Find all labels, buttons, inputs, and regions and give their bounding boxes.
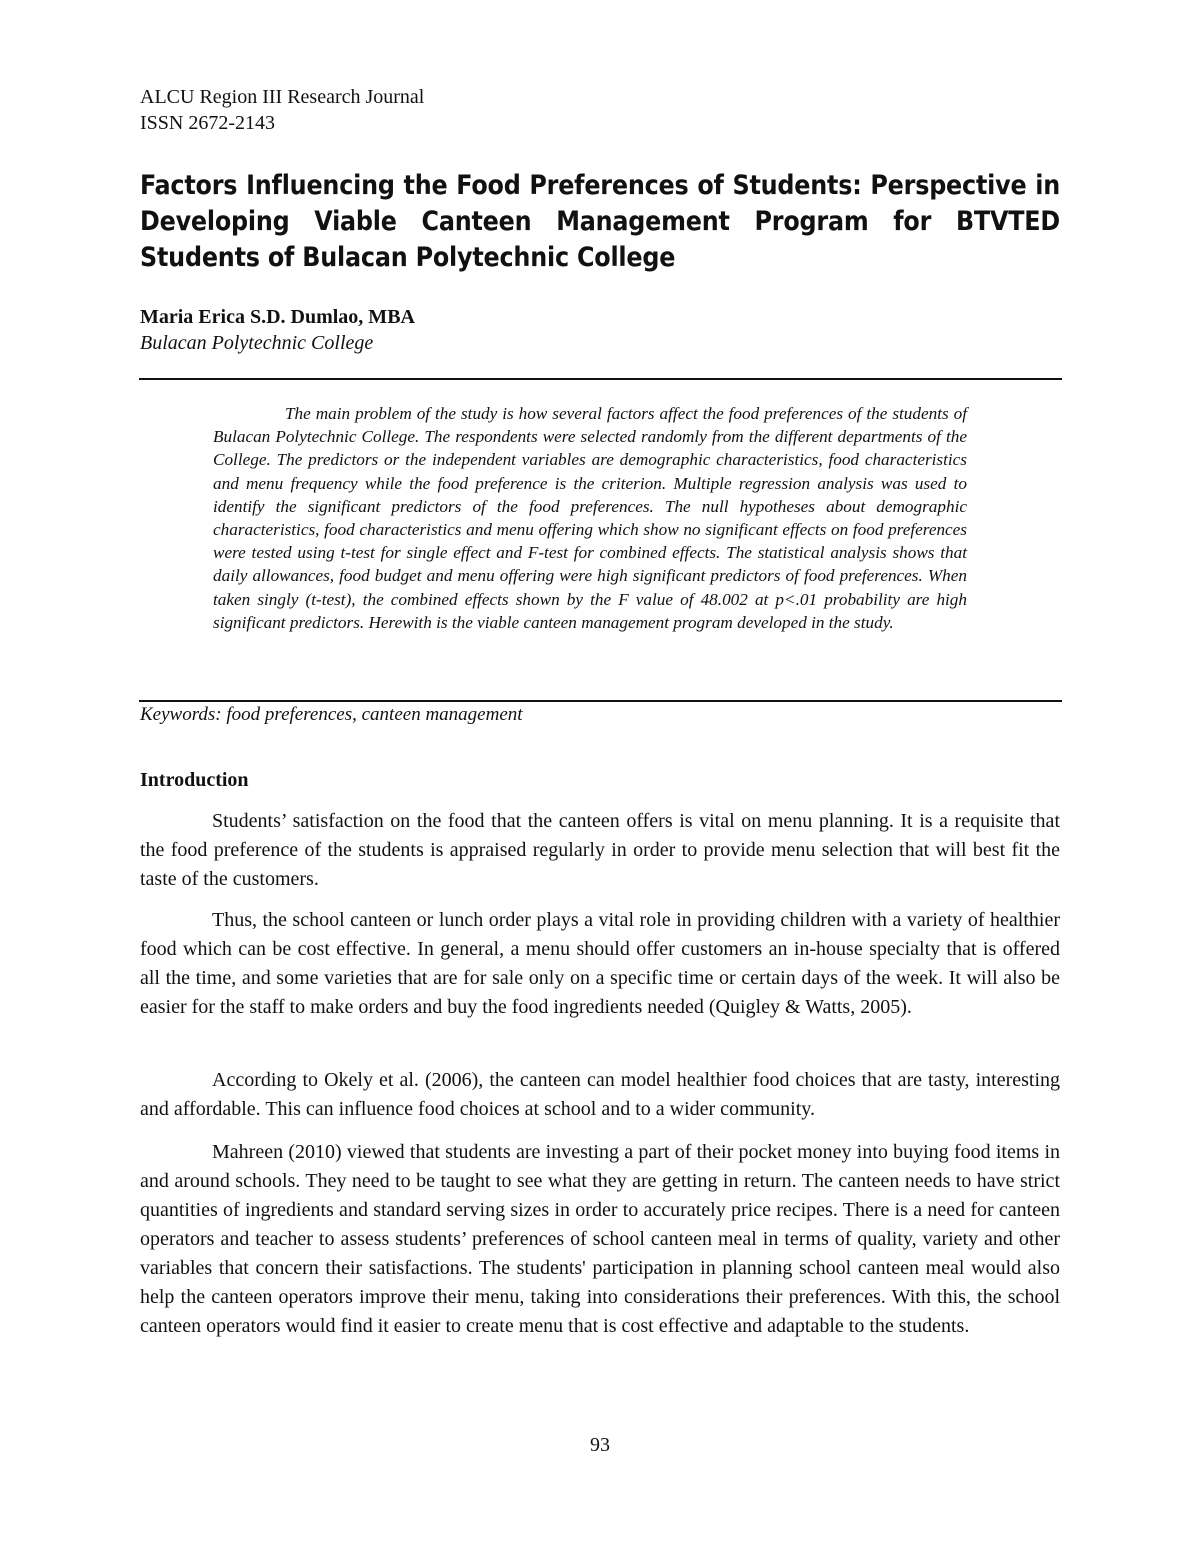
intro-paragraph-2: Thus, the school canteen or lunch order plays a vital role in providing children with a variety of healthier food which can be cost effective. In general, a menu should offer customers an in-house specialty that is offered all the time, and some varieties that are for sale only on a specific time or certain days of the week. It will also be easier for the staff to make orders and buy the food ingredients needed (Quigley & Watts, 2005).: [140, 909, 1060, 1018]
journal-name: ALCU Region III Research Journal: [140, 86, 425, 108]
author-block: [140, 304, 415, 356]
author-affiliation: Bulacan Polytechnic College: [140, 332, 374, 354]
page-number: 93: [590, 1434, 610, 1456]
intro-paragraph-4: Mahreen (2010) viewed that students are investing a part of their pocket money into buying food items in and around schools. They need to be taught to see what they are getting in return. The canteen needs to have strict quantities of ingredients and standard serving sizes in order to accurately price recipes. There is a need for canteen operators and teacher to assess students’ preferences of school canteen meal in terms of quality, variety and other variables that concern their satisfactions. The students' participation in planning school canteen meal would also help the canteen operators improve their menu, taking into considerations their preferences. With this, the school canteen operators would find it easier to create menu that is cost effective and adaptable to the students.: [140, 1141, 1060, 1337]
keywords: Keywords: food preferences, canteen management: [140, 704, 523, 725]
section-heading-introduction: Introduction: [140, 769, 249, 791]
abstract-text: The main problem of the study is how several factors affect the food preferences of the students of Bulacan Polytechnic College. The respondents were selected randomly from the different departments of the College. The predictors or the independent variables are demographic characteristics, food characteristics and menu frequency while the food preference is the criterion. Multiple regression analysis was used to identify the significant predictors of the food preferences. The null hypotheses about demographic characteristics, food characteristics and menu offering which show no significant effects on food preferences were tested using t-test for single effect and F-test for combined effects. The statistical analysis shows that daily allowances, food budget and menu offering were high significant predictors of food preferences. When taken singly (t-test), the combined effects shown by the F value of 48.002 at p<.01 probability are high significant predictors. Herewith is the viable canteen management program developed in the study.: [213, 404, 967, 632]
journal-issn: ISSN 2672-2143: [140, 112, 276, 134]
intro-paragraph-1: Students’ satisfaction on the food that the canteen offers is vital on menu planning. It is a requisite that the food preference of the students is appraised regularly in order to provide menu selection that will best fit the taste of the customers.: [140, 810, 1060, 890]
journal-header: [140, 84, 424, 136]
author-name: Maria Erica S.D. Dumlao, MBA: [140, 306, 415, 328]
article-title: Factors Influencing the Food Preferences of Students: Perspective in Developing Viable Canteen Management Program for BTVTED Students of Bulacan Polytechnic College: [140, 170, 1060, 273]
abstract-top-rule: [139, 378, 1062, 380]
intro-paragraph-3: According to Okely et al. (2006), the canteen can model healthier food choices that are tasty, interesting and affordable. This can influence food choices at school and to a wider community.: [140, 1069, 1060, 1120]
